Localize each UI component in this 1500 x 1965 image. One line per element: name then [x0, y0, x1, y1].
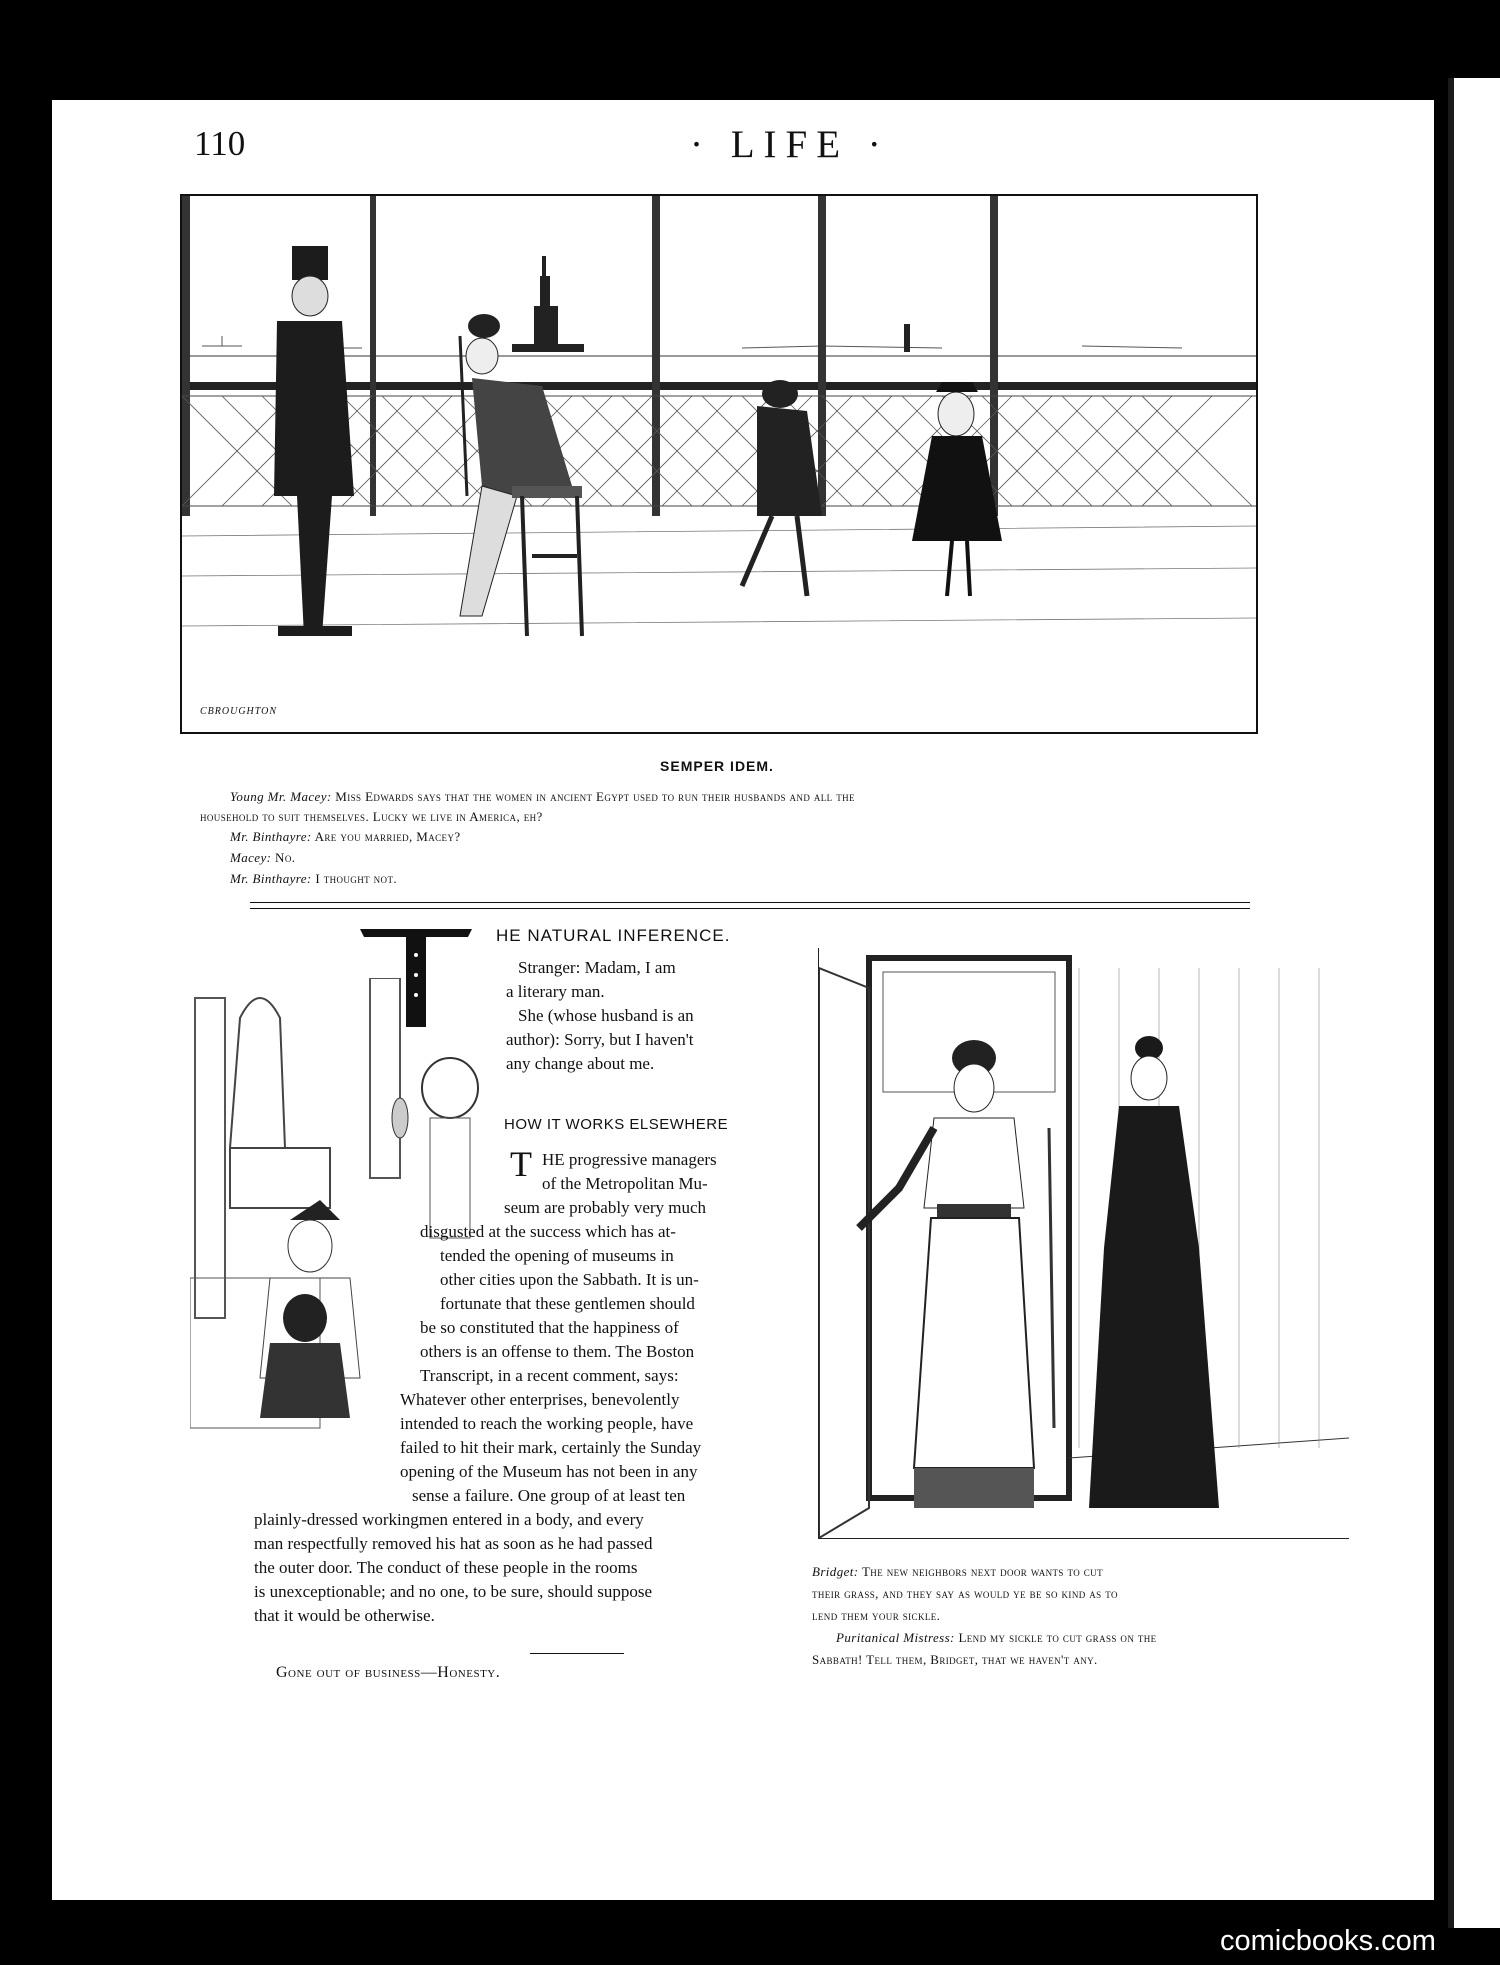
section-divider — [250, 908, 1250, 909]
dialog-line: a literary man. — [506, 982, 605, 1001]
adjacent-page-edge — [1448, 78, 1500, 1928]
article-heading: HE NATURAL INFERENCE. — [496, 926, 731, 945]
article-heading: HOW IT WORKS ELSEWHERE — [504, 1116, 729, 1133]
body-line: of the Metropolitan Mu- — [542, 1174, 708, 1193]
body-line: other cities upon the Sabbath. It is un- — [440, 1270, 699, 1289]
puritanical-mistress-figure — [1089, 1036, 1219, 1508]
caption-line — [812, 1606, 1352, 1626]
body-line: fortunate that these gentlemen should — [440, 1294, 695, 1313]
body-line: HE progressive managers — [542, 1150, 717, 1169]
dialog-text: Are you married, Macey? — [314, 829, 461, 844]
statue-of-liberty — [512, 256, 584, 352]
caption-text: Sabbath! Tell them, Bridget, that we haven't any. — [812, 1652, 1098, 1667]
body-line: others is an offense to them. The Boston — [420, 1342, 695, 1361]
drop-capital: T — [510, 1144, 532, 1184]
dialog-line: any change about me. — [506, 1054, 655, 1073]
body-line: seum are probably very much — [504, 1198, 707, 1217]
caption-text: their grass, and they say as would ye be so kind as to — [812, 1586, 1118, 1601]
caption-text: The new neighbors next door wants to cut — [861, 1564, 1103, 1579]
body-line: sense a failure. One group of at least ten — [412, 1486, 686, 1505]
body-line: the outer door. The conduct of these people in the rooms — [254, 1558, 638, 1577]
masthead: · LIFE · — [690, 123, 890, 166]
site-watermark: comicbooks.com — [1220, 1925, 1436, 1957]
body-line: plainly-dressed workingmen entered in a body, and every — [254, 1510, 644, 1529]
speaker: Bridget: — [812, 1564, 859, 1579]
body-line: man respectfully removed his hat as soon as he had passed — [254, 1534, 653, 1553]
page-number: 110 — [194, 124, 246, 163]
caption-line — [812, 1584, 1352, 1604]
speaker: Puritanical Mistress: — [836, 1630, 955, 1645]
bridget-mistress-illustration — [818, 948, 1349, 1539]
dialog-line — [230, 849, 1254, 867]
caption-text: lend them your sickle. — [812, 1608, 941, 1623]
dialog-line: She (whose husband is an — [518, 1006, 694, 1025]
dialog-text: household to suit themselves. Lucky we live in America, eh? — [200, 809, 543, 824]
dialog-line — [200, 808, 1224, 826]
standing-man-figure — [274, 246, 354, 636]
dialog-line: Stranger: Madam, I am — [518, 958, 676, 977]
body-line: that it would be otherwise. — [254, 1606, 435, 1625]
girl-dark-dress-figure — [912, 382, 1002, 596]
artist-signature: CBROUGHTON — [200, 706, 278, 717]
dialog-line — [230, 870, 1254, 888]
body-line: intended to reach the working people, have — [400, 1414, 694, 1433]
caption-line — [812, 1650, 1352, 1670]
body-line: disgusted at the success which has at- — [420, 1222, 676, 1241]
dialog-line — [230, 788, 1254, 806]
body-line: be so constituted that the happiness of — [420, 1318, 679, 1337]
speaker: Young Mr. Macey: — [230, 789, 332, 804]
section-divider — [250, 902, 1250, 903]
caption-line — [812, 1562, 1352, 1582]
short-divider — [530, 1653, 624, 1654]
ferry-deck-illustration — [180, 194, 1258, 734]
bridget-figure — [859, 1040, 1034, 1508]
speaker: Mr. Binthayre: — [230, 829, 312, 844]
dialog-text: Miss Edwards says that the women in ancient Egypt used to run their husbands and all the — [335, 789, 855, 804]
dialog-line — [230, 828, 1254, 846]
caption-line — [836, 1628, 1376, 1648]
body-line: tended the opening of museums in — [440, 1246, 674, 1265]
body-line: failed to hit their mark, certainly the Sunday — [400, 1438, 702, 1457]
man-bowler-hat-figure — [260, 1294, 350, 1418]
seated-man-figure — [460, 314, 582, 636]
body-line: opening of the Museum has not been in any — [400, 1462, 698, 1481]
body-line: Transcript, in a recent comment, says: — [420, 1366, 679, 1385]
dialog-text: I thought not. — [315, 871, 397, 886]
body-line: Whatever other enterprises, benevolently — [400, 1390, 680, 1409]
cartoon-title: SEMPER IDEM. — [660, 758, 774, 774]
speaker: Macey: — [230, 850, 272, 865]
filler-quip: Gone out of business—Honesty. — [276, 1664, 501, 1681]
dialog-line: author): Sorry, but I haven't — [506, 1030, 694, 1049]
speaker: Mr. Binthayre: — [230, 871, 312, 886]
dialog-text: No. — [275, 850, 296, 865]
body-line: is unexceptionable; and no one, to be sure, should suppose — [254, 1582, 653, 1601]
caption-text: Lend my sickle to cut grass on the — [958, 1630, 1157, 1645]
